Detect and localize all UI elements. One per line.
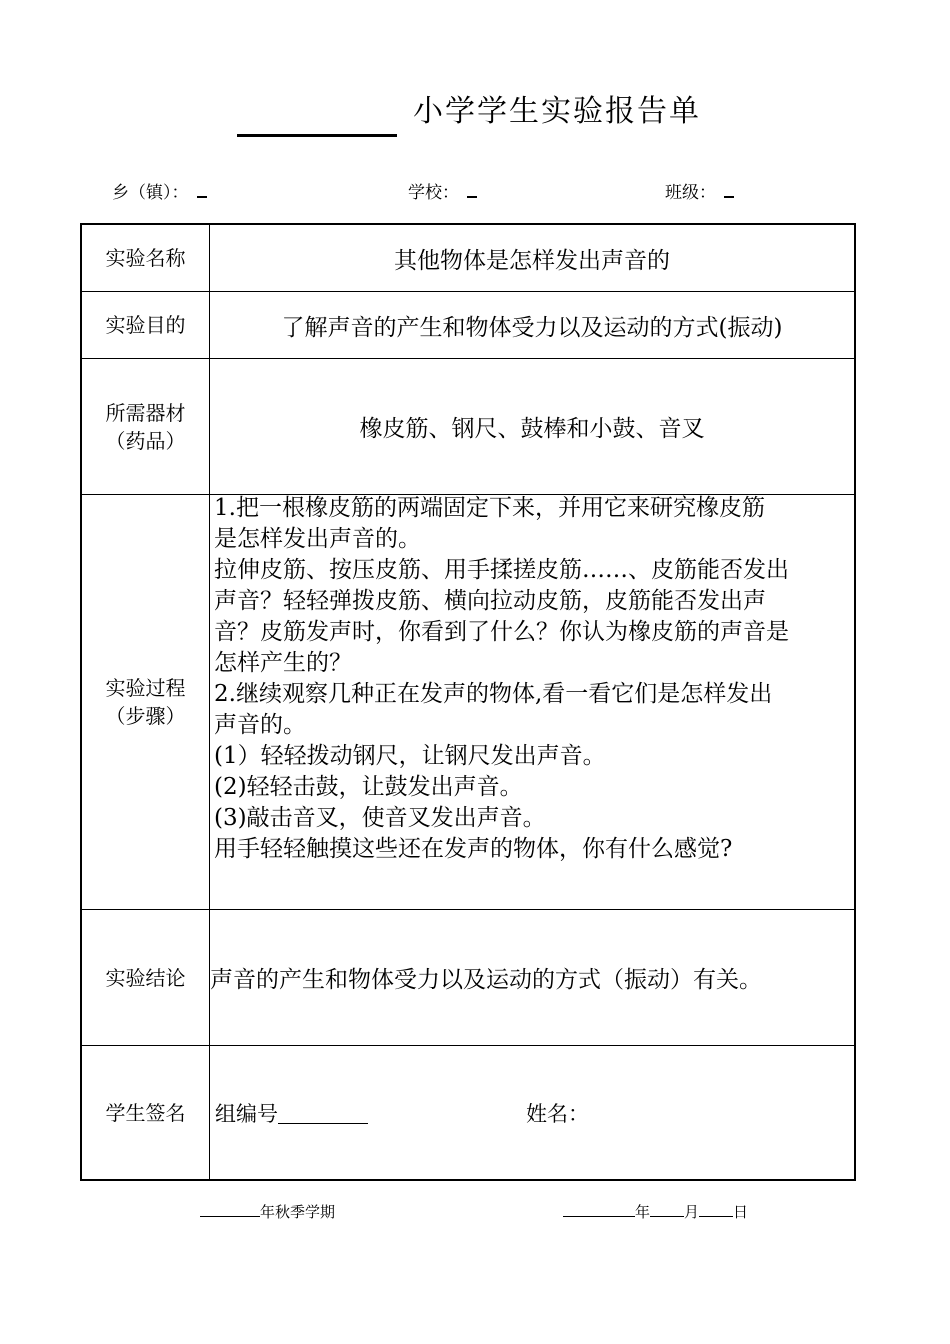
- school-blank: [467, 180, 477, 198]
- row-process: [81, 495, 855, 910]
- experiment-purpose-label: 实验目的: [81, 292, 210, 359]
- class-label: 班级：: [665, 183, 716, 203]
- process-line: (1）轻轻拨动钢尺，让钢尺发出声音。: [214, 743, 606, 769]
- process-line: 声音？轻轻弹拨皮筋、横向拉动皮筋，皮筋能否发出声: [214, 588, 766, 614]
- report-table: [80, 223, 856, 1181]
- process-line: 是怎样发出声音的。: [214, 526, 421, 552]
- signature-value: [210, 1046, 856, 1181]
- group-number-blank[interactable]: [278, 1101, 368, 1124]
- materials-value: 橡皮筋、钢尺、鼓棒和小鼓、音叉: [210, 359, 856, 495]
- materials-label-line2: （药品）: [105, 428, 186, 453]
- materials-label-line1: 所需器材: [105, 400, 186, 425]
- class-blank: [724, 180, 734, 198]
- process-line: (3)敲击音叉，使音叉发出声音。: [214, 805, 546, 831]
- process-line: 怎样产生的？: [214, 650, 352, 676]
- process-line: 1.把一根橡皮筋的两端固定下来，并用它来研究橡皮筋: [214, 495, 765, 521]
- process-line: 音？皮筋发声时，你看到了什么？你认为橡皮筋的声音是: [214, 619, 789, 645]
- title-prefix-blank: [237, 134, 397, 137]
- process-line: 拉伸皮筋、按压皮筋、用手揉搓皮筋……、皮筋能否发出: [214, 557, 789, 583]
- row-signature: [81, 1046, 855, 1181]
- materials-label: [81, 359, 210, 495]
- experiment-purpose-value: 了解声音的产生和物体受力以及运动的方式(振动): [210, 292, 856, 359]
- experiment-name-label: 实验名称: [81, 224, 210, 292]
- town-label: 乡（镇）：: [112, 183, 189, 203]
- process-text: [210, 493, 854, 865]
- row-materials: [81, 359, 855, 495]
- school-label: 学校：: [408, 183, 459, 203]
- school-field: [408, 178, 477, 203]
- process-line: 2.继续观察几种正在发声的物体,看一看它们是怎样发出: [214, 681, 773, 707]
- conclusion-value: 声音的产生和物体受力以及运动的方式（振动）有关。: [210, 910, 856, 1046]
- day-label: 日: [733, 1203, 749, 1221]
- conclusion-label: 实验结论: [81, 910, 210, 1046]
- year-blank: [563, 1200, 635, 1217]
- town-field: [112, 178, 207, 203]
- process-line: (2)轻轻击鼓，让鼓发出声音。: [214, 774, 523, 800]
- footer-term: [200, 1200, 335, 1222]
- town-blank: [197, 180, 207, 198]
- footer-date: [563, 1200, 748, 1222]
- process-label: [81, 495, 210, 910]
- student-name-label: 姓名：: [526, 1101, 589, 1126]
- experiment-name-value: 其他物体是怎样发出声音的: [210, 224, 856, 292]
- class-field: [665, 178, 734, 203]
- month-blank: [650, 1200, 684, 1217]
- process-value: [210, 495, 856, 910]
- group-number-label: 组编号: [215, 1101, 278, 1126]
- row-conclusion: [81, 910, 855, 1046]
- page-title: 小学学生实验报告单: [413, 94, 701, 129]
- term-year-blank: [200, 1200, 260, 1217]
- process-label-line1: 实验过程: [105, 676, 186, 700]
- process-label-line2: （步骤）: [105, 704, 186, 728]
- year-label: 年: [635, 1203, 651, 1221]
- process-line: 声音的。: [214, 712, 306, 738]
- row-experiment-name: [81, 224, 855, 292]
- row-experiment-purpose: [81, 292, 855, 359]
- signature-label: 学生签名: [81, 1046, 210, 1181]
- process-line: 用手轻轻触摸这些还在发声的物体，你有什么感觉?: [214, 836, 733, 862]
- month-label: 月: [684, 1203, 700, 1221]
- term-label: 年秋季学期: [260, 1203, 336, 1221]
- day-blank: [699, 1200, 733, 1217]
